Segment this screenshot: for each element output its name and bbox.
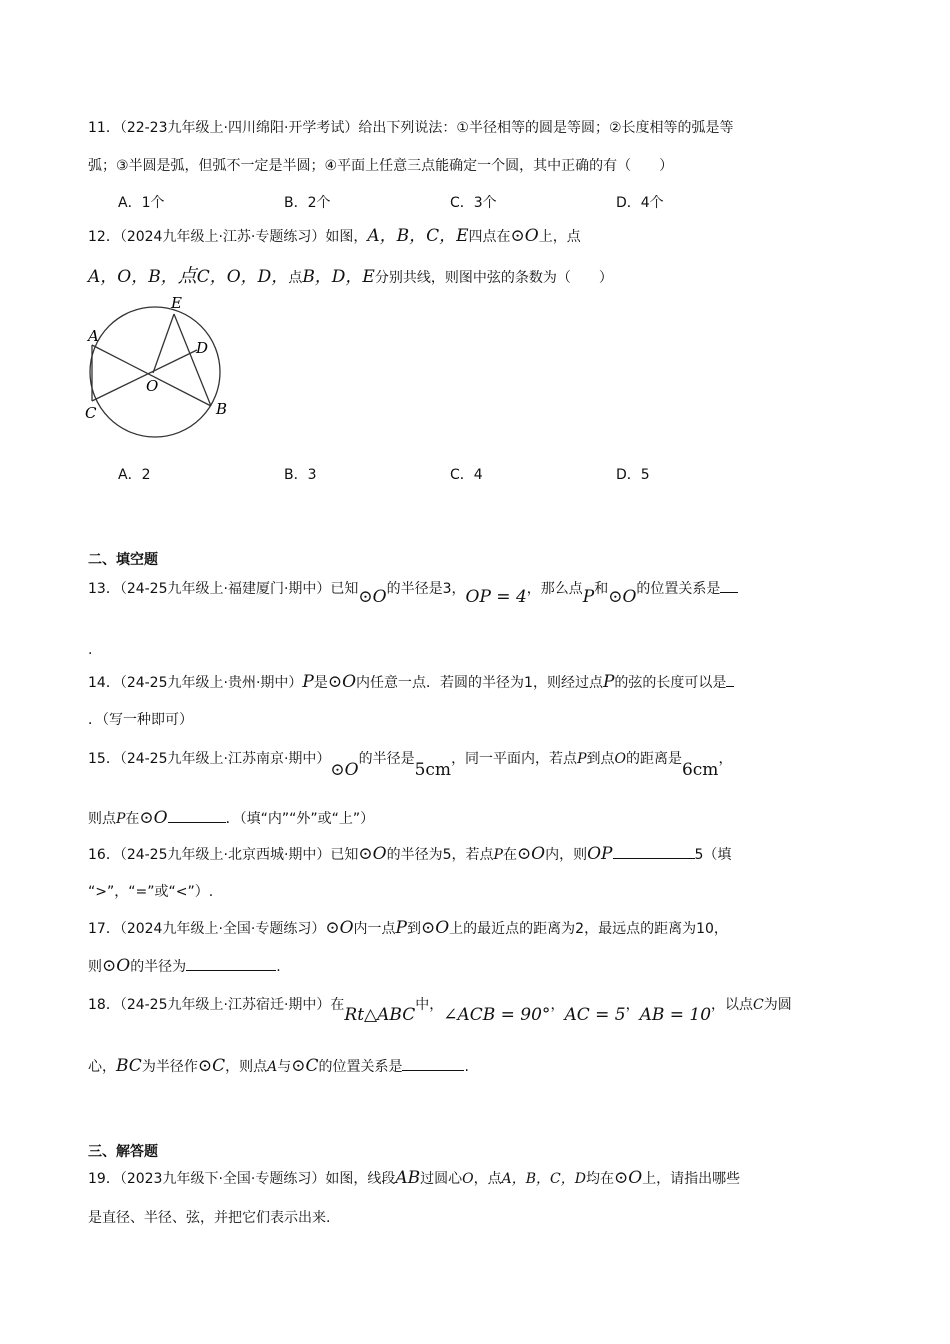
q19-t3: 均在 [585,1171,614,1187]
q15-circle: ⊙O [330,760,359,780]
q14-p: P [302,672,314,692]
segment-cd [92,350,197,401]
q17-l2a: 则 [88,959,102,975]
q12-option-c[interactable]: C．4 [450,467,483,483]
segment-ab [92,345,211,406]
q18-angle: ∠ACB = 90° [443,1005,551,1025]
q15-t1: 的半径是 [358,751,415,767]
q17-p: P [395,918,407,938]
q12-circle-figure [80,292,240,442]
q15-t5: ， [718,751,733,767]
q13-prefix: 13．（24-25九年级上·福建厦门·期中）已知 [88,581,359,597]
section-answer-heading: 三、解答题 [88,1144,158,1160]
q15-prefix: 15．（24-25九年级上·江苏南京·期中） [88,751,331,767]
q18-ac: AC = 5 [564,1005,626,1025]
q12-end1: 上，点 [538,229,581,245]
q18-a: A [267,1059,278,1075]
q16-t4: 5（填 [694,847,732,863]
q17-prefix: 17．（2024九年级上·全国·专题练习） [88,921,326,937]
q13-t3: 和 [594,581,609,597]
q18-l2f: . [464,1059,469,1075]
q19-pts: A，B，C，D [501,1171,586,1187]
q16-op: OP [587,844,613,864]
q11-option-d[interactable]: D．4个 [616,195,664,211]
q11-option-c[interactable]: C．3个 [450,195,497,211]
q17-line2 [88,956,281,977]
q16-t2: 在 [502,847,517,863]
label-b: B [216,400,228,418]
q18-circle-c-2: ⊙C [291,1056,319,1076]
q14-line1 [88,672,734,693]
q15-answer-blank[interactable] [168,808,226,823]
q15-circle-2: ⊙O [139,808,168,828]
q16-p: P [493,847,503,863]
q12-circle: ⊙O [510,226,539,246]
q13-p: P [582,587,595,607]
q15-line1 [88,748,733,780]
q17-l2b: 的半径为 [130,959,187,975]
q11-option-a[interactable]: A．1个 [118,195,165,211]
q17-t3: 上的最近点的距离为2，最远点的距离为10， [449,921,728,937]
label-c: C [85,404,97,422]
q12-option-a[interactable]: A．2 [118,467,151,483]
q14-prefix: 14．（24-25九年级上·贵州·期中） [88,675,303,691]
label-d: D [196,339,209,357]
q12-end2: 分别共线，则图中弦的条数为（ ） [374,270,613,286]
q19-circle: ⊙O [613,1168,643,1188]
q14-answer-blank[interactable] [726,672,734,687]
q15-l2b: 在 [125,811,140,827]
q18-t5: 为圆 [763,997,792,1013]
q18-circle-c: ⊙C [197,1056,226,1076]
q15-p-2: P [116,811,126,827]
q16-line1 [88,844,731,865]
q12-points4: B，D，E [302,267,375,287]
q15-line2 [88,808,374,829]
q19-prefix: 19．（2023九年级下·全国·专题练习）如图，线段 [88,1171,396,1187]
q14-t1: 是 [313,675,328,691]
q18-line1 [88,994,792,1025]
segment-eb [174,314,211,406]
q17-t2: 到 [406,921,421,937]
q15-l2a: 则点 [88,811,116,827]
q13-eq: OP = 4 [465,587,527,607]
label-e: E [171,294,182,312]
q12-option-d[interactable]: D．5 [616,467,650,483]
q12-points2: A，O，B， [88,267,178,287]
q15-v1: 5cm [414,760,452,780]
q18-l2e: 的位置关系是 [318,1059,403,1075]
q19-t2: ，点 [473,1171,502,1187]
q17-l2c: . [276,959,281,975]
q17-circle-3: ⊙O [102,956,131,976]
label-a: A [88,327,99,345]
q15-v2: 6cm [681,760,719,780]
q13-t1: 的半径是3， [386,581,466,597]
q14-circle: ⊙O [327,672,357,692]
circle-o [90,307,220,437]
q19-t4: 上，请指出哪些 [642,1171,741,1187]
q18-t4: ，以点 [711,997,754,1013]
q18-t3: ， [625,997,640,1013]
q19-line1 [88,1168,740,1189]
q18-rt: Rt△ABC [344,1005,416,1025]
q12-points3: C，O，D， [196,267,289,287]
q11-options [118,192,782,212]
q15-p: P [577,751,587,767]
q18-l2a: 心， [88,1059,116,1075]
q14-t2: 内任意一点．若圆的半径为1，则经过点 [356,675,603,691]
q18-prefix: 18．（24-25九年级上·江苏宿迁·期中）在 [88,997,345,1013]
q12-dian: 点 [177,265,197,287]
q12-options [118,464,782,484]
q11-line1: 11．（22-23九年级上·四川绵阳·开学考试）给出下列说法：①半径相等的圆是等圆；②长度相等的弧是等 [88,120,734,136]
q13-t4: 的位置关系是 [636,581,721,597]
q12-mid2: 点 [288,270,303,286]
q18-t2: ， [550,997,565,1013]
q15-l2c: ．（填“内”“外”或“上”） [225,811,375,827]
q18-c: C [753,997,764,1013]
q13-dot: . [88,642,93,658]
q16-answer-blank[interactable] [613,844,695,859]
segment-eo [153,314,174,373]
q13-t2: ，那么点 [526,581,583,597]
q12-line2 [88,266,613,288]
q18-t1: 中， [415,997,444,1013]
q12-points1: A，B，C，E [367,226,469,246]
q11-line2: 弧；③半圆是弧，但弧不一定是半圆；④平面上任意三点能确定一个圆，其中正确的有（ ） [88,158,674,174]
q14-line2: ．（写一种即可） [88,712,193,728]
q18-l2c: ，则点 [225,1059,268,1075]
q15-t2: ，同一平面内，若点 [451,751,578,767]
q17-t1: 内一点 [353,921,396,937]
label-o: O [146,377,159,395]
q14-t3: 的弦的长度可以是 [614,675,727,691]
q18-l2b: 为半径作 [141,1059,198,1075]
q18-answer-blank[interactable] [402,1056,464,1071]
q18-ab: AB = 10 [639,1005,712,1025]
q18-bc: BC [116,1056,142,1076]
q13-line1 [88,578,738,607]
q17-circle: ⊙O [325,918,354,938]
q19-line2: 是直径、半径、弦，并把它们表示出来. [88,1210,331,1226]
q16-line2: “>”，“=”或“<”）. [88,884,214,900]
q19-o: O [462,1171,474,1187]
q16-prefix: 16．（24-25九年级上·北京西城·期中）已知 [88,847,359,863]
q13-answer-blank[interactable] [720,578,738,593]
q14-p-2: P [602,672,615,692]
q19-t1: 过圆心 [420,1171,463,1187]
q12-line1 [88,226,581,247]
q19-ab: AB [395,1168,421,1188]
section-fill-blank-heading: 二、填空题 [88,552,158,568]
q15-t4: 的距离是 [625,751,682,767]
q12-prefix: 12．（2024九年级上·江苏·专题练习）如图， [88,229,368,245]
q13-circle-2: ⊙O [608,587,637,607]
q11-option-b[interactable]: B．2个 [284,195,331,211]
q16-t3: 内，则 [545,847,588,863]
q17-circle-2: ⊙O [420,918,450,938]
q18-line2 [88,1056,469,1077]
q16-circle: ⊙O [358,844,387,864]
q12-option-b[interactable]: B．3 [284,467,317,483]
q15-t3: 到点 [586,751,615,767]
q18-l2d: 与 [277,1059,292,1075]
q16-t1: 的半径为5，若点 [386,847,494,863]
q16-circle-2: ⊙O [516,844,546,864]
q12-mid1: 四点在 [468,229,511,245]
q15-o: O [614,751,626,767]
q17-line1 [88,918,728,939]
q17-answer-blank[interactable] [186,956,276,971]
q13-circle: ⊙O [358,587,387,607]
